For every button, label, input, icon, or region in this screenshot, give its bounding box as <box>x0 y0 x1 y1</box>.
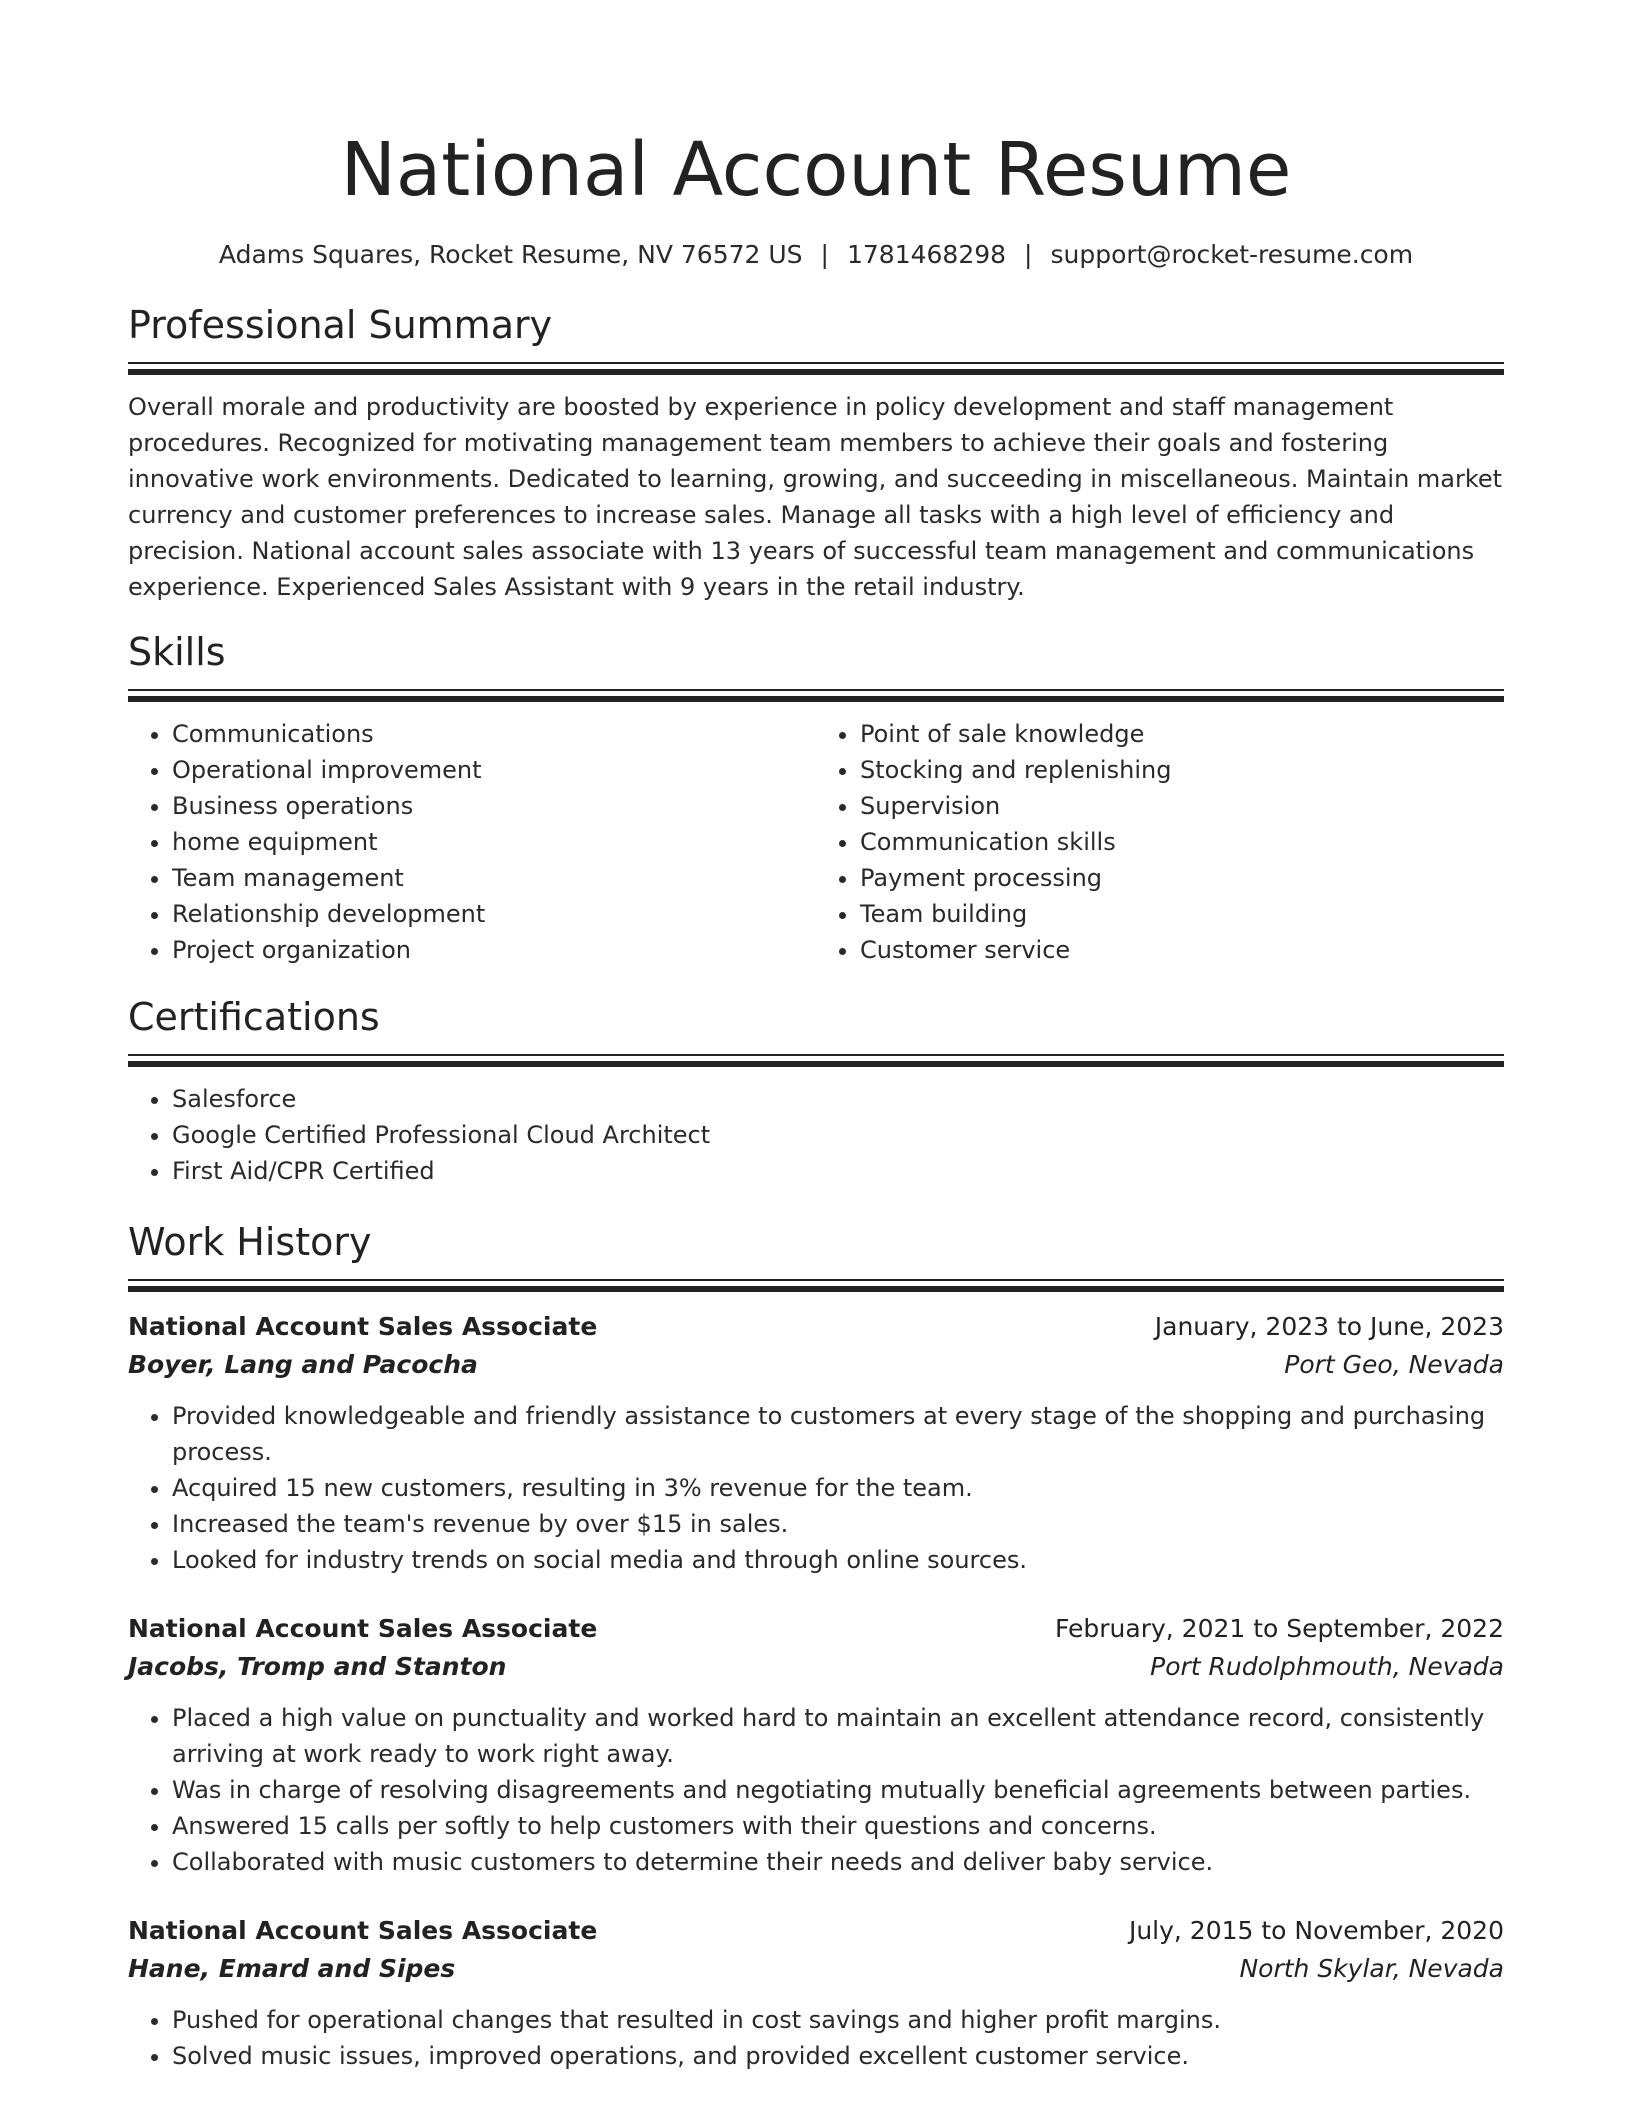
skill-item: • Project organization <box>172 932 816 968</box>
job-title: National Account Sales Associate <box>128 1312 598 1341</box>
contact-email: support@rocket-resume.com <box>1050 240 1414 269</box>
job-bullet: • Solved music issues, improved operations, and provided excellent customer service. <box>172 2038 1504 2074</box>
job-bullet: • Was in charge of resolving disagreements and negotiating mutually beneficial agreements between parties. <box>172 1772 1504 1808</box>
job-header <box>128 1610 1504 1648</box>
section-divider <box>128 362 1504 375</box>
job-bullets <box>128 2002 1504 2074</box>
job-company: Hane, Emard and Sipes <box>128 1954 456 1983</box>
job-bullets <box>128 1398 1504 1578</box>
contact-separator: | <box>820 240 829 269</box>
section-heading-certifications: Certifications <box>128 995 380 1039</box>
certifications-section <box>128 992 1504 1189</box>
skill-item: • Relationship development <box>172 896 816 932</box>
skills-grid <box>128 716 1504 968</box>
resume-title: National Account Resume <box>340 127 1292 213</box>
job-bullet: • Provided knowledgeable and friendly assistance to customers at every stage of the shopping and purchasing process. <box>172 1398 1504 1470</box>
job-bullet: • Increased the team's revenue by over $15 in sales. <box>172 1506 1504 1542</box>
job-dates: February, 2021 to September, 2022 <box>1055 1614 1504 1643</box>
skill-item: • Stocking and replenishing <box>860 752 1504 788</box>
skills-list-left <box>128 716 816 968</box>
job-header <box>128 1912 1504 1950</box>
job-location: Port Rudolphmouth, Nevada <box>1150 1652 1504 1681</box>
job-location: North Skylar, Nevada <box>1239 1954 1504 1983</box>
skill-item: • home equipment <box>172 824 816 860</box>
job-bullet: • Collaborated with music customers to determine their needs and deliver baby service. <box>172 1844 1504 1880</box>
skill-item: • Team building <box>860 896 1504 932</box>
skill-item: • Operational improvement <box>172 752 816 788</box>
skill-item: • Communications <box>172 716 816 752</box>
contact-phone: 1781468298 <box>846 240 1007 269</box>
section-divider <box>128 1054 1504 1067</box>
skill-item: • Customer service <box>860 932 1504 968</box>
section-heading-summary: Professional Summary <box>128 303 553 347</box>
job-dates: July, 2015 to November, 2020 <box>1128 1916 1504 1945</box>
job-bullets <box>128 1700 1504 1880</box>
job-bullet: • Acquired 15 new customers, resulting in 3% revenue for the team. <box>172 1470 1504 1506</box>
job-company: Boyer, Lang and Pacocha <box>128 1350 478 1379</box>
contact-address: Adams Squares, Rocket Resume, NV 76572 US <box>218 240 803 269</box>
summary-section <box>128 300 1504 605</box>
work-history-section <box>128 1217 1504 2074</box>
certification-item: • Salesforce <box>172 1081 1504 1117</box>
job-location: Port Geo, Nevada <box>1284 1350 1504 1379</box>
job-entry <box>128 1308 1504 1578</box>
certifications-list <box>128 1081 1504 1189</box>
job-subheader <box>128 1950 1504 1988</box>
job-bullet: • Placed a high value on punctuality and worked hard to maintain an excellent attendance record, consistently arriving at work ready to work right away. <box>172 1700 1504 1772</box>
job-title: National Account Sales Associate <box>128 1916 598 1945</box>
job-company: Jacobs, Tromp and Stanton <box>128 1652 507 1681</box>
resume-page <box>128 0 1504 2074</box>
job-title: National Account Sales Associate <box>128 1614 598 1643</box>
section-heading-skills: Skills <box>128 630 226 674</box>
skill-item: • Team management <box>172 860 816 896</box>
skill-item: • Point of sale knowledge <box>860 716 1504 752</box>
skills-section <box>128 627 1504 968</box>
job-entry <box>128 1912 1504 2074</box>
job-subheader <box>128 1648 1504 1686</box>
section-heading-work-history: Work History <box>128 1220 372 1264</box>
skill-item: • Supervision <box>860 788 1504 824</box>
certification-item: • First Aid/CPR Certified <box>172 1153 1504 1189</box>
job-dates: January, 2023 to June, 2023 <box>1154 1312 1504 1341</box>
job-bullet: • Pushed for operational changes that resulted in cost savings and higher profit margins. <box>172 2002 1504 2038</box>
contact-line <box>128 238 1504 272</box>
skill-item: • Business operations <box>172 788 816 824</box>
job-bullet: • Looked for industry trends on social media and through online sources. <box>172 1542 1504 1578</box>
job-entry <box>128 1610 1504 1880</box>
section-divider <box>128 1279 1504 1292</box>
certification-item: • Google Certified Professional Cloud Architect <box>172 1117 1504 1153</box>
job-subheader <box>128 1346 1504 1384</box>
section-divider <box>128 689 1504 702</box>
skill-item: • Payment processing <box>860 860 1504 896</box>
skill-item: • Communication skills <box>860 824 1504 860</box>
job-bullet: • Answered 15 calls per softly to help customers with their questions and concerns. <box>172 1808 1504 1844</box>
contact-separator: | <box>1024 240 1033 269</box>
job-header <box>128 1308 1504 1346</box>
summary-text: Overall morale and productivity are boosted by experience in policy development and staff management procedures. Recognized for motivating management team members to achieve their goals and fostering innovative work environments. Dedicated to learning, growing, and succeeding in miscellaneous. Maintain market currency and customer preferences to increase sales. Manage all tasks with a high level of efficiency and precision. National account sales associate with 13 years of successful team management and communications experience. Experienced Sales Assistant with 9 years in the retail industry. <box>128 393 1503 601</box>
skills-list-right <box>816 716 1504 968</box>
